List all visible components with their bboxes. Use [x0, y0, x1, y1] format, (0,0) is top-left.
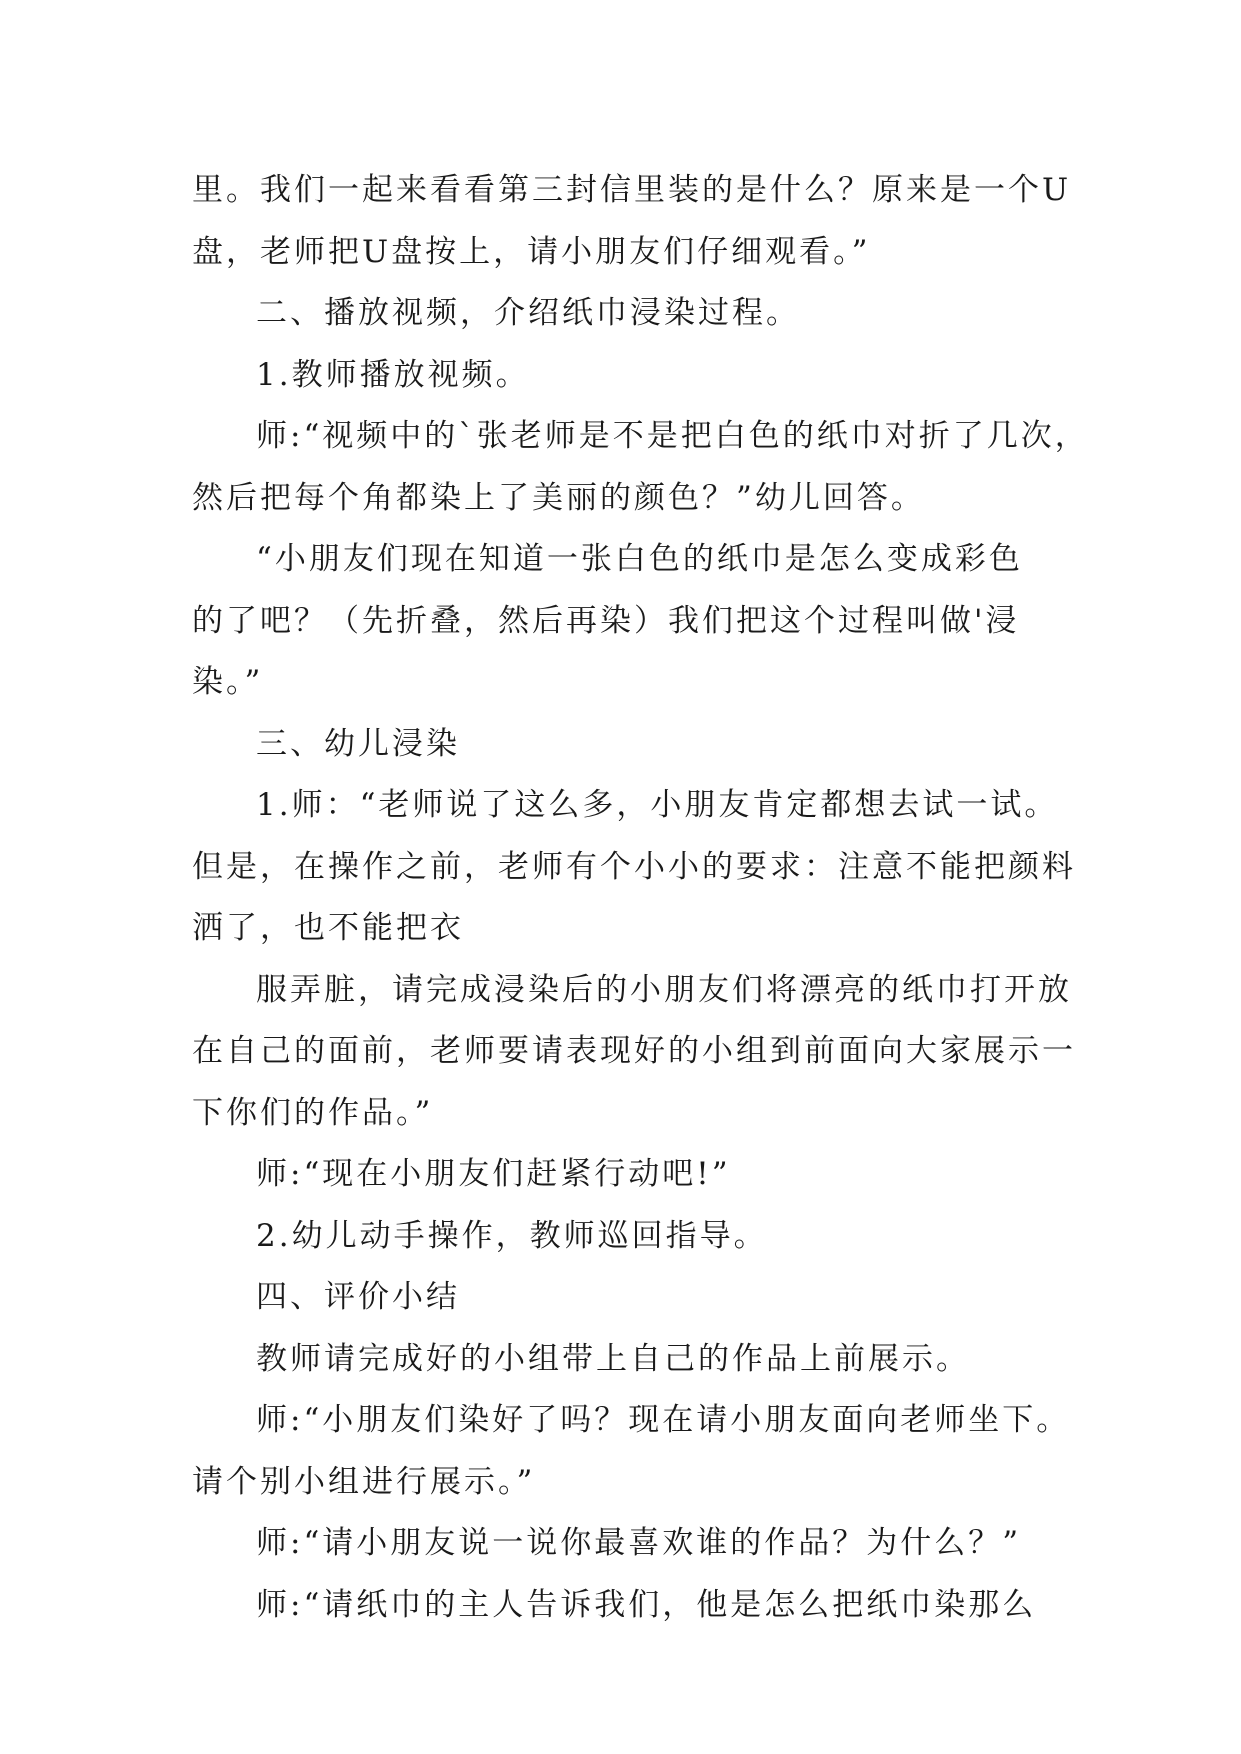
text-line-23: 师:“请小朋友说一说你最喜欢谁的作品？为什么？” [256, 1525, 1022, 1561]
text-line-2: 盘，老师把U盘按上，请小朋友们仔细观看。” [192, 233, 871, 270]
section-heading-2: 二、播放视频，介绍纸巾浸染过程。 [256, 295, 800, 331]
text-line-9: 染。” [192, 664, 264, 700]
text-line-15: 在自己的面前，老师要请表现好的小组到前面向大家展示一 [192, 1033, 1076, 1069]
document-page [192, 160, 1089, 1636]
text-line-6: 然后把每个角都染上了美丽的颜色？”幼儿回答。 [192, 479, 925, 516]
text-line-14: 服弄脏，请完成浸染后的小朋友们将漂亮的纸巾打开放 [256, 971, 1072, 1008]
text-line-7: “小朋友们现在知道一张白色的纸巾是怎么变成彩色 [256, 541, 1023, 577]
text-line-20: 教师请完成好的小组带上自己的作品上前展示。 [256, 1340, 970, 1377]
section-heading-3: 三、幼儿浸染 [256, 725, 460, 762]
text-line-12: 但是，在操作之前，老师有个小小的要求：注意不能把颜料 [192, 848, 1076, 885]
text-line-17: 师:“现在小朋友们赶紧行动吧!” [256, 1156, 731, 1192]
text-line-8: 的了吧？（先折叠，然后再染）我们把这个过程叫做'浸 [192, 602, 1020, 639]
text-line-22: 请个别小组进行展示。” [192, 1463, 536, 1500]
text-line-21: 师:“小朋友们染好了吗？现在请小朋友面向老师坐下。 [256, 1402, 1071, 1438]
text-line-13: 洒了，也不能把衣 [192, 910, 464, 946]
text-line-1: 里。我们一起来看看第三封信里装的是什么？原来是一个U [192, 172, 1072, 208]
text-line-11: 1.师：“老师说了这么多，小朋友肯定都想去试一试。 [256, 787, 1059, 823]
text-line-18: 2.幼儿动手操作，教师巡回指导。 [256, 1217, 768, 1254]
text-line-24: 师:“请纸巾的主人告诉我们，他是怎么把纸巾染那么 [256, 1586, 1037, 1623]
section-heading-4: 四、评价小结 [256, 1279, 460, 1315]
text-line-4: 1.教师播放视频。 [256, 356, 530, 393]
text-line-16: 下你们的作品。” [192, 1094, 434, 1131]
text-line-5: 师:“视频中的`张老师是不是把白色的纸巾对折了几次， [256, 418, 1089, 454]
